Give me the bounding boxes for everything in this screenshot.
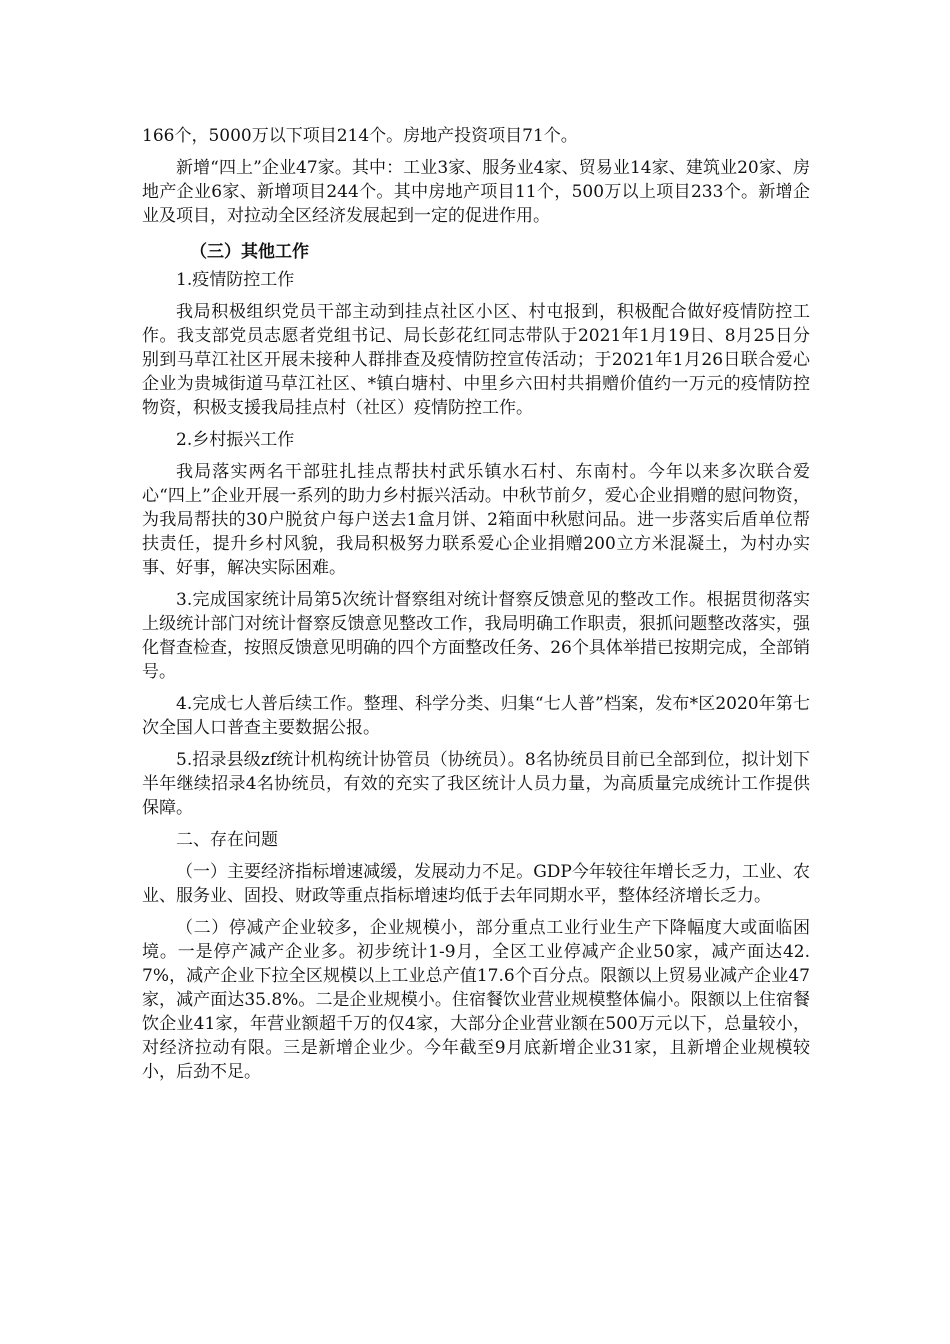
paragraph-assistants: 5.招录县级zf统计机构统计协管员（协统员）。8名协统员目前已全部到位，拟计划下半年继续招录4名协统员，有效的充实了我区统计人员力量，为高质量完成统计工作提供保障。 — [142, 750, 810, 818]
paragraph-problem-two: （二）停减产企业较多，企业规模小，部分重点工业行业生产下降幅度大或面临困境。一是停产减产企业多。初步统计1-9月，全区工业停减产企业50家，减产面达42.7%，减产企业下拉全区规模以上工业总产值17.6个百分点。限额以上贸易业减产企业47家，减产面达35.8%。二是企业规模小。住宿餐饮业营业规模整体偏小。限额以上住宿餐饮企业41家，年营业额超千万的仅4家，大部分企业营业额在500万元以下，总量较小，对经济拉动有限。三是新增企业少。今年截至9月底新增企业31家，且新增企业规模较小，后劲不足。 — [142, 918, 810, 1082]
paragraph-project-count: 166个，5000万以下项目214个。房地产投资项目71个。 — [142, 126, 578, 146]
paragraph-inspection-rectification: 3.完成国家统计局第5次统计督察组对统计督察反馈意见的整改工作。根据贯彻落实上级统计部门对统计督察反馈意见整改工作，我局明确工作职责，狠抓问题整改落实，强化督查检查，按照反馈意见明确的四个方面整改任务、26个具体举措已按期完成，全部销号。 — [142, 590, 810, 682]
paragraph-new-enterprises: 新增“四上”企业47家。其中：工业3家、服务业4家、贸易业14家、建筑业20家、房地产企业6家、新增项目244个。其中房地产项目11个，500万以上项目233个。新增企业及项目，对拉动全区经济发展起到一定的促进作用。 — [142, 158, 810, 226]
subheading-epidemic: 1.疫情防控工作 — [176, 270, 295, 290]
section-heading-other-work: （三）其他工作 — [190, 242, 309, 262]
paragraph-problem-one: （一）主要经济指标增速减缓，发展动力不足。GDP今年较往年增长乏力，工业、农业、服务业、固投、财政等重点指标增速均低于去年同期水平，整体经济增长乏力。 — [142, 862, 810, 906]
section-heading-problems: 二、存在问题 — [176, 830, 278, 850]
document-page — [142, 124, 810, 1084]
paragraph-census: 4.完成七人普后续工作。整理、科学分类、归集“七人普”档案，发布*区2020年第七次全国人口普查主要数据公报。 — [142, 694, 810, 738]
paragraph-epidemic: 我局积极组织党员干部主动到挂点社区小区、村屯报到，积极配合做好疫情防控工作。我支部党员志愿者党组书记、局长彭花红同志带队于2021年1月19日、8月25日分别到马草江社区开展未接种人群排查及疫情防控宣传活动；于2021年1月26日联合爱心企业为贵城街道马草江社区、*镇白塘村、中里乡六田村共捐赠价值约一万元的疫情防控物资，积极支援我局挂点村（社区）疫情防控工作。 — [142, 302, 810, 418]
subheading-rural-revitalization: 2.乡村振兴工作 — [176, 430, 295, 450]
paragraph-rural-revitalization: 我局落实两名干部驻扎挂点帮扶村武乐镇水石村、东南村。今年以来多次联合爱心“四上”企业开展一系列的助力乡村振兴活动。中秋节前夕，爱心企业捐赠的慰问物资，为我局帮扶的30户脱贫户每户送去1盒月饼、2箱面中秋慰问品。进一步落实后盾单位帮扶责任，提升乡村风貌，我局积极努力联系爱心企业捐赠200立方米混凝土，为村办实事、好事，解决实际困难。 — [142, 462, 810, 578]
